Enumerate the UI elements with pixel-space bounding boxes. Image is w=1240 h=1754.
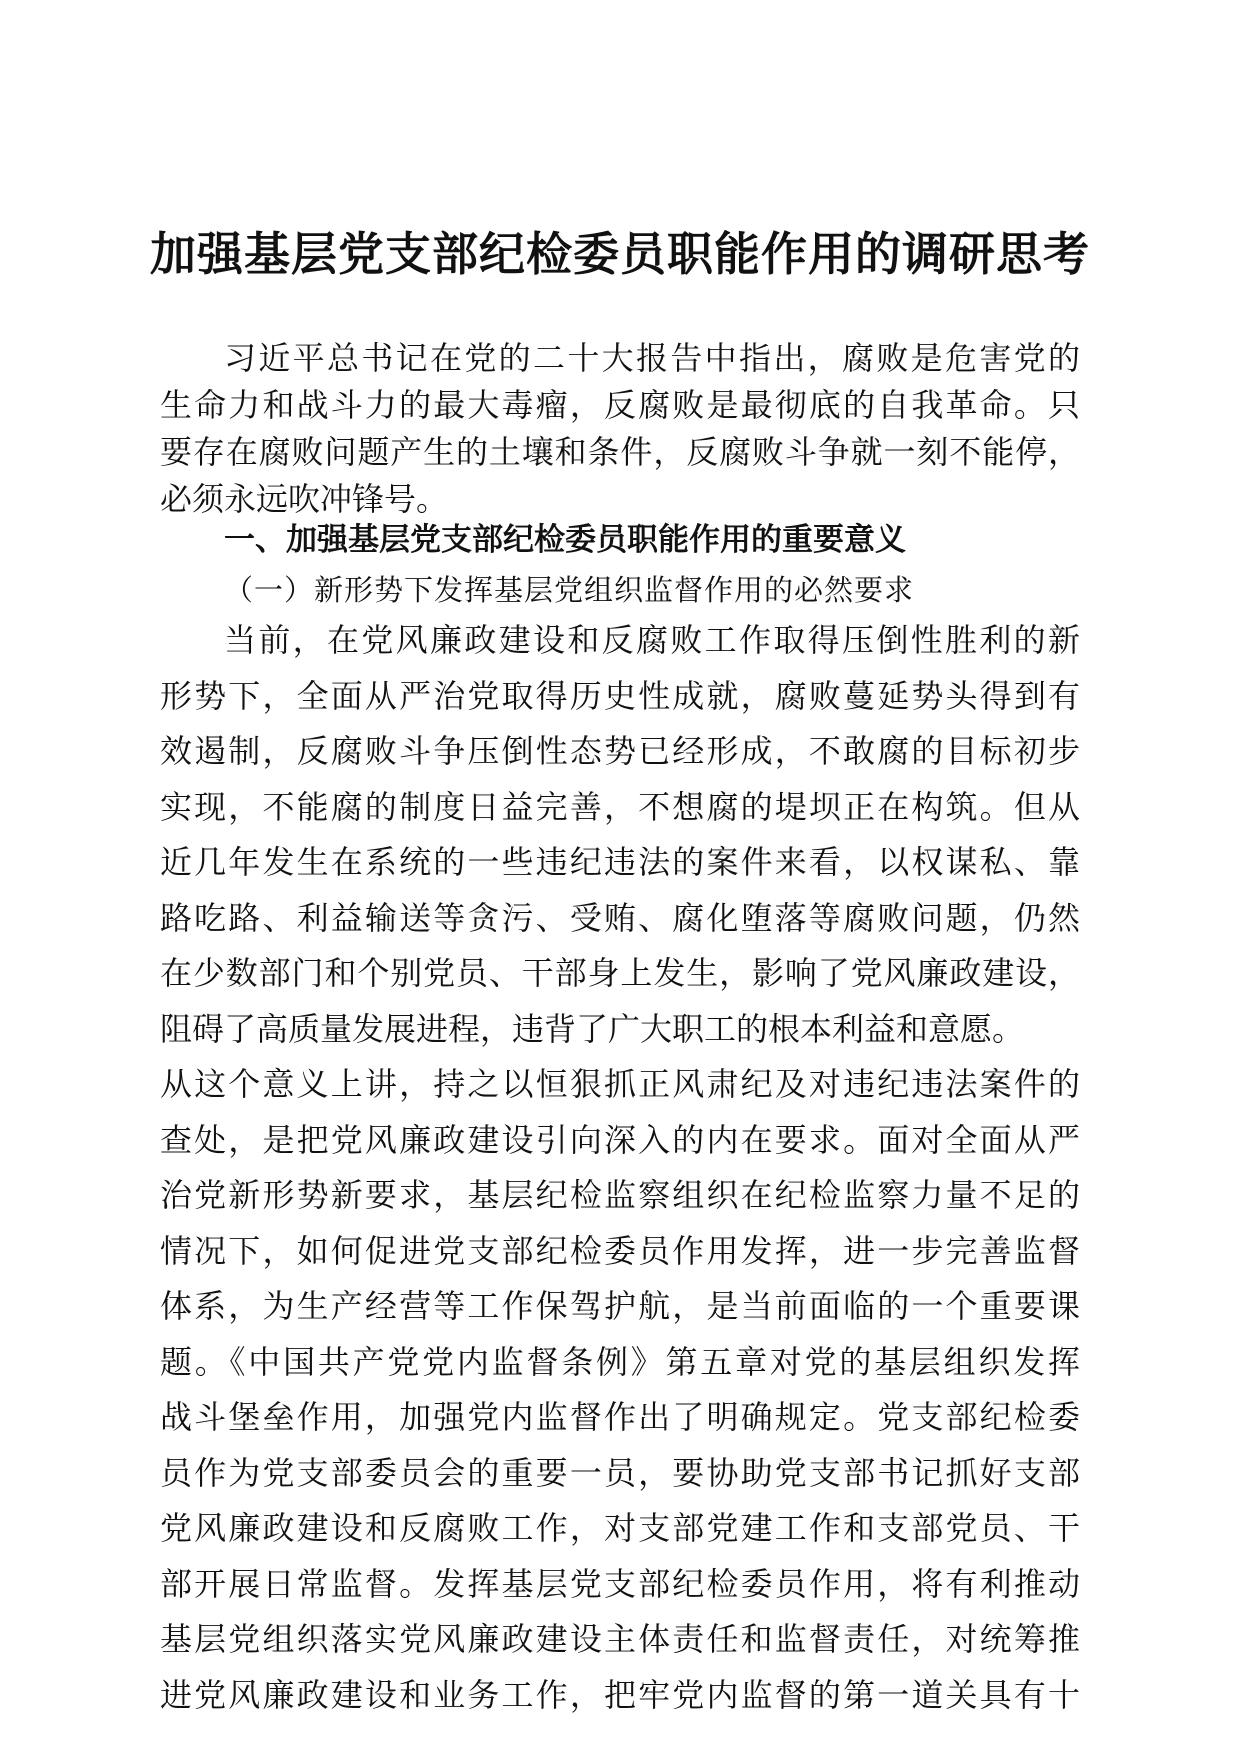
- body-line: 进党风廉政建设和业务工作，把牢党内监督的第一道关具有十: [160, 1675, 1080, 1714]
- intro-line: 生命力和战斗力的最大毒瘤，反腐败是最彻底的自我革命。只: [160, 386, 1080, 424]
- body-line: 实现，不能腐的制度日益完善，不想腐的堤坝正在构筑。但从: [160, 787, 1080, 826]
- body-line: 从这个意义上讲，持之以恒狠抓正风肃纪及对违纪违法案件的: [160, 1065, 1080, 1103]
- section-heading: 一、加强基层党支部纪检委员职能作用的重要意义: [224, 522, 906, 558]
- body-line: 阻碍了高质量发展进程，违背了广大职工的根本利益和意愿。: [160, 1009, 1025, 1048]
- subsection-heading: （一）新形势下发挥基层党组织监督作用的必然要求: [224, 573, 915, 607]
- body-line: 治党新形势新要求，基层纪检监察组织在纪检监察力量不足的: [160, 1176, 1080, 1214]
- body-line: 部开展日常监督。发挥基层党支部纪检委员作用，将有利推动: [160, 1564, 1080, 1603]
- body-line: 员作为党支部委员会的重要一员，要协助党支部书记抓好支部: [160, 1453, 1080, 1492]
- body-line: 形势下，全面从严治党取得历史性成就，腐败蔓延势头得到有: [160, 676, 1080, 715]
- body-line: 题。《中国共产党党内监督条例》第五章对党的基层组织发挥: [160, 1342, 1080, 1381]
- intro-line: 必须永远吹冲锋号。: [160, 480, 449, 518]
- body-line: 基层党组织落实党风廉政建设主体责任和监督责任，对统筹推: [160, 1620, 1080, 1658]
- body-line: 情况下，如何促进党支部纪检委员作用发挥，进一步完善监督: [160, 1231, 1080, 1270]
- body-line: 战斗堡垒作用，加强党内监督作出了明确规定。党支部纪检委: [160, 1398, 1080, 1436]
- intro-line: 习近平总书记在党的二十大报告中指出，腐败是危害党的: [224, 339, 1080, 377]
- intro-line: 要存在腐败问题产生的土壤和条件，反腐败斗争就一刻不能停，: [160, 433, 1080, 471]
- body-line: 党风廉政建设和反腐败工作，对支部党建工作和支部党员、干: [160, 1509, 1080, 1547]
- body-line: 效遏制，反腐败斗争压倒性态势已经形成，不敢腐的目标初步: [160, 732, 1080, 770]
- body-line: 查处，是把党风廉政建设引向深入的内在要求。面对全面从严: [160, 1120, 1080, 1159]
- body-line: 近几年发生在系统的一些违纪违法的案件来看，以权谋私、靠: [160, 843, 1080, 881]
- body-line: 在少数部门和个别党员、干部身上发生，影响了党风廉政建设，: [160, 954, 1080, 992]
- body-line: 路吃路、利益输送等贪污、受贿、腐化堕落等腐败问题，仍然: [160, 898, 1080, 937]
- body-line: 当前，在党风廉政建设和反腐败工作取得压倒性胜利的新: [224, 621, 1080, 659]
- document-title: 加强基层党支部纪检委员职能作用的调研思考: [150, 227, 1090, 281]
- body-line: 体系，为生产经营等工作保驾护航，是当前面临的一个重要课: [160, 1287, 1080, 1325]
